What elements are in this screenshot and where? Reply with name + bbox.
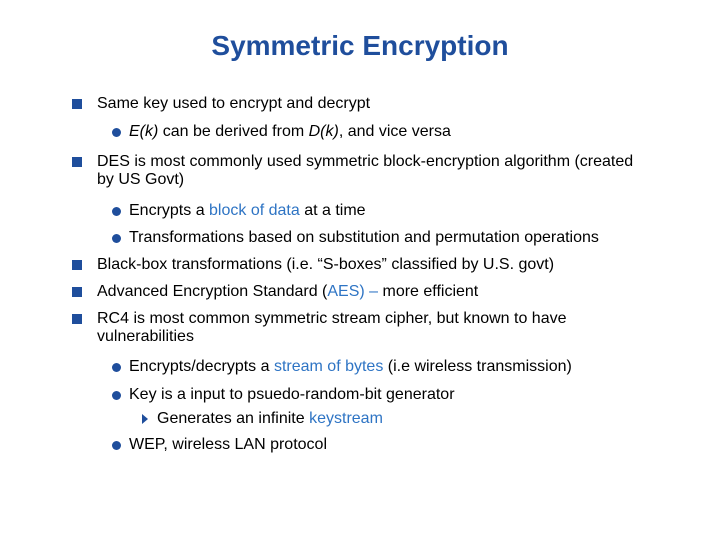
bullet-item: Generates an infinite keystream (157, 410, 383, 427)
square-bullet-icon (72, 260, 82, 270)
slide-title: Symmetric Encryption (211, 30, 509, 61)
circle-bullet-icon (112, 234, 121, 243)
bullet-item: Transformations based on substitution and permutation operations (129, 229, 599, 246)
circle-bullet-icon (112, 441, 121, 450)
bullet-item: Encrypts a block of data at a time (129, 202, 366, 219)
bullet-item: Encrypts/decrypts a stream of bytes (i.e wireless transmission) (129, 358, 572, 375)
triangle-bullet-icon (142, 414, 148, 424)
square-bullet-icon (72, 314, 82, 324)
bullet-item: Advanced Encryption Standard (AES) – more efficient (97, 283, 479, 300)
bullet-item: Key is a input to psuedo-random-bit generator (129, 386, 455, 403)
circle-bullet-icon (112, 128, 121, 137)
bullet-item: E(k) can be derived from D(k), and vice versa (129, 123, 451, 140)
bullet-item: Same key used to encrypt and decrypt (97, 95, 371, 112)
square-bullet-icon (72, 287, 82, 297)
circle-bullet-icon (112, 207, 121, 216)
bullet-item: DES is most commonly used symmetric block-encryption algorithm (created by US Govt) (97, 153, 634, 188)
circle-bullet-icon (112, 391, 121, 400)
square-bullet-icon (72, 99, 82, 109)
bullet-item: Black-box transformations (i.e. “S-boxes” classified by U.S. govt) (97, 256, 555, 273)
circle-bullet-icon (112, 363, 121, 372)
square-bullet-icon (72, 157, 82, 167)
bullet-item: RC4 is most common symmetric stream cipher, but known to have vulnerabilities (97, 310, 567, 345)
bullet-item: WEP, wireless LAN protocol (129, 436, 327, 453)
